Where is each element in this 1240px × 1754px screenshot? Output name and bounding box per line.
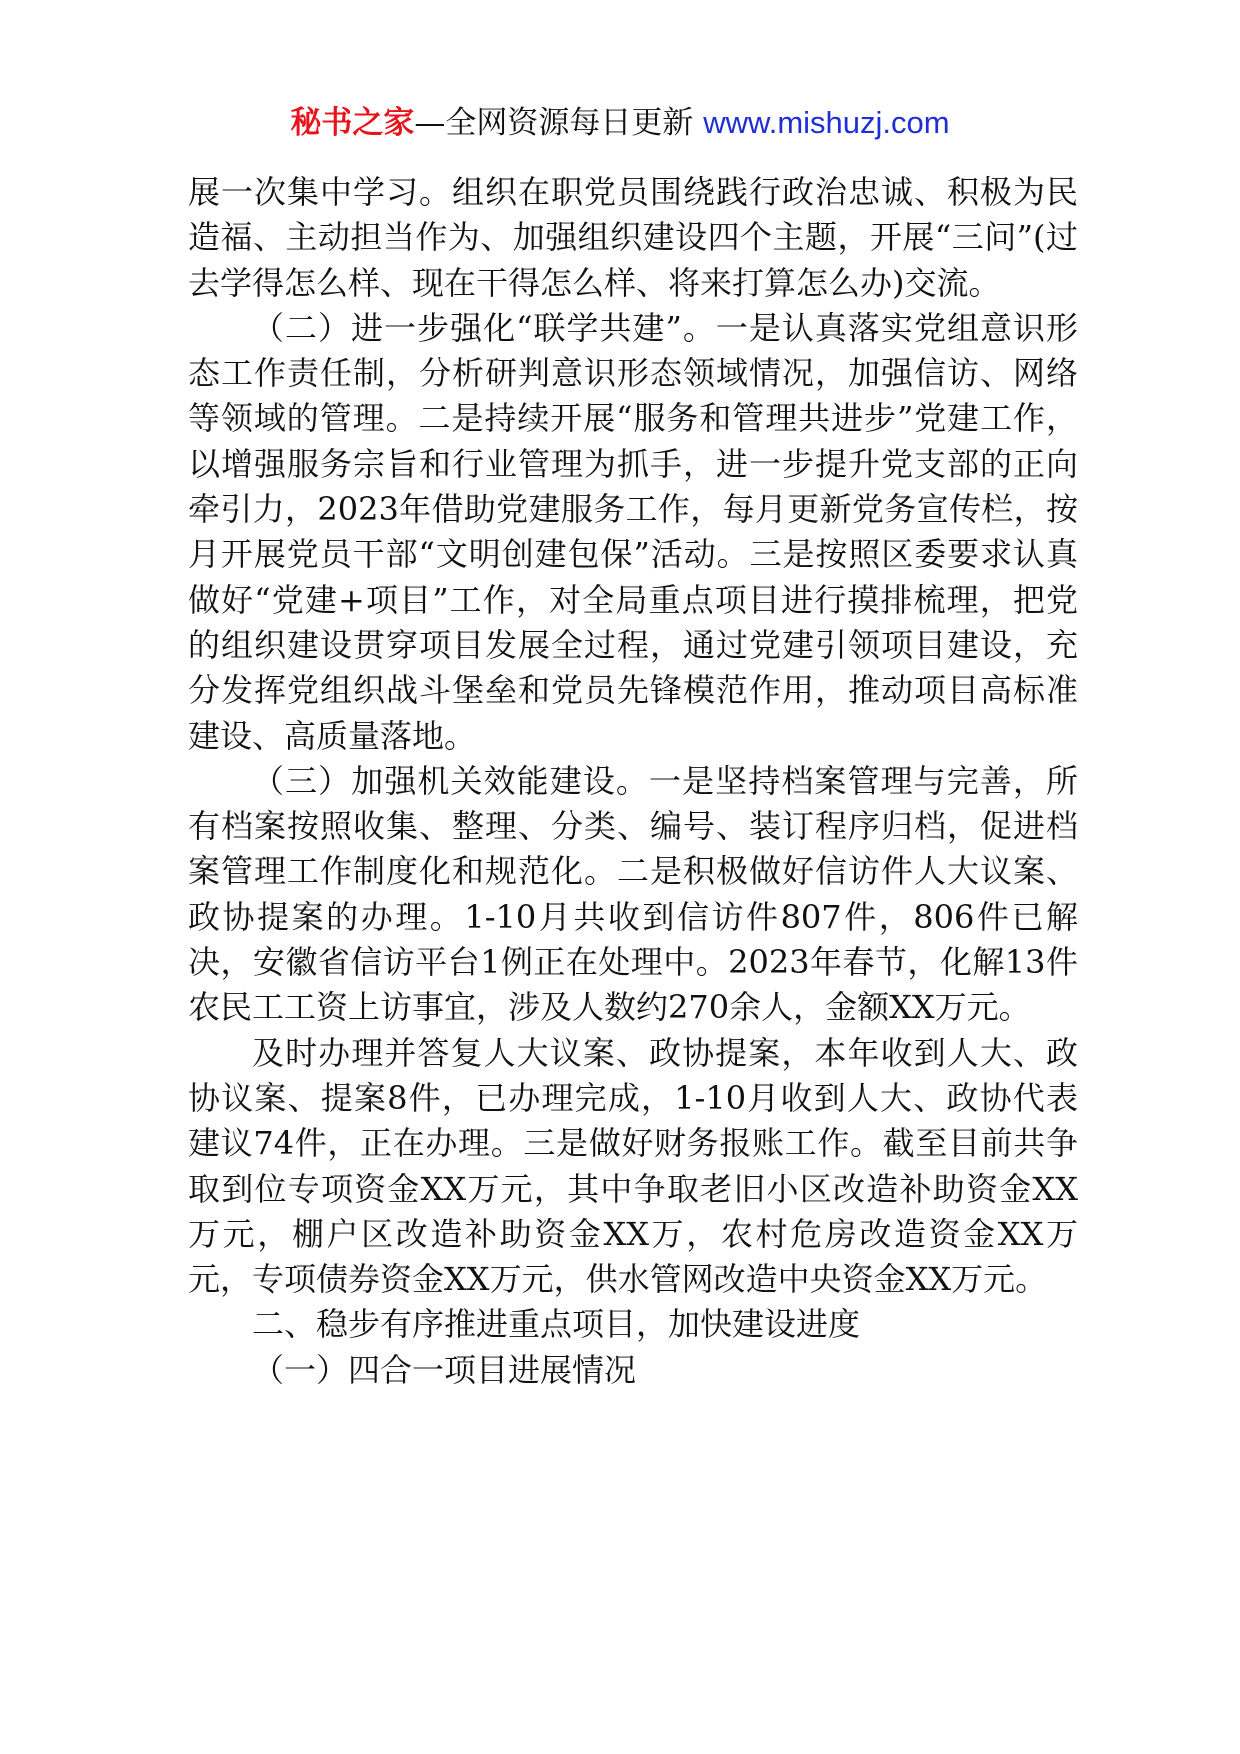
document-body (188, 170, 1078, 1393)
paragraph-continued: 展一次集中学习。组织在职党员围绕践行政治忠诚、积极为民造福、主动担当作为、加强组织建设四个主题，开展“三问”(过去学得怎么样、现在干得怎么样、将来打算怎么办)交流。 (188, 173, 1078, 302)
site-url[interactable]: www.mishuzj.com (703, 105, 950, 140)
section-heading: 二、稳步有序推进重点项目，加快建设进度 (252, 1305, 861, 1344)
paragraph-proposals: 及时办理并答复人大议案、政协提案，本年收到人大、政协议案、提案8件，已办理完成，1-10月收到人大、政协代表建议74件，正在办理。三是做好财务报账工作。截至目前共争取到位专项资金XX万元，其中争取老旧小区改造补助资金XX万元，棚户区改造补助资金XX万，农村危房改造资金XX万元，专项债券资金XX万元，供水管网改造中央资金XX万元。 (188, 1033, 1078, 1299)
subsection-heading: （一）四合一项目进展情况 (252, 1350, 637, 1389)
paragraph-joint-study: （二）进一步强化“联学共建”。一是认真落实党组意识形态工作责任制，分析研判意识形态领域情况，加强信访、网络等领域的管理。二是持续开展“服务和管理共进步”党建工作，以增强服务宗旨和行业管理为抓手，进一步提升党支部的正向牵引力，2023年借助党建服务工作，每月更新党务宣传栏，按月开展党员干部“文明创建包保”活动。三是按照区委要求认真做好“党建+项目”工作，对全局重点项目进行摸排梳理，把党的组织建设贯穿项目发展全过程，通过党建引领项目建设，充分发挥党组织战斗堡垒和党员先锋模范作用，推动项目高标准建设、高质量落地。 (188, 308, 1078, 755)
paragraph-efficiency: （三）加强机关效能建设。一是坚持档案管理与完善，所有档案按照收集、整理、分类、编号、装订程序归档，促进档案管理工作制度化和规范化。二是积极做好信访件人大议案、政协提案的办理。1-10月共收到信访件807件，806件已解决，安徽省信访平台1例正在处理中。2023年春节，化解13件农民工工资上访事宜，涉及人数约270余人，金额XX万元。 (188, 761, 1078, 1027)
brand-name: 秘书之家 (290, 105, 415, 141)
site-header (0, 100, 1240, 146)
header-tagline: —全网资源每日更新 (414, 105, 704, 141)
